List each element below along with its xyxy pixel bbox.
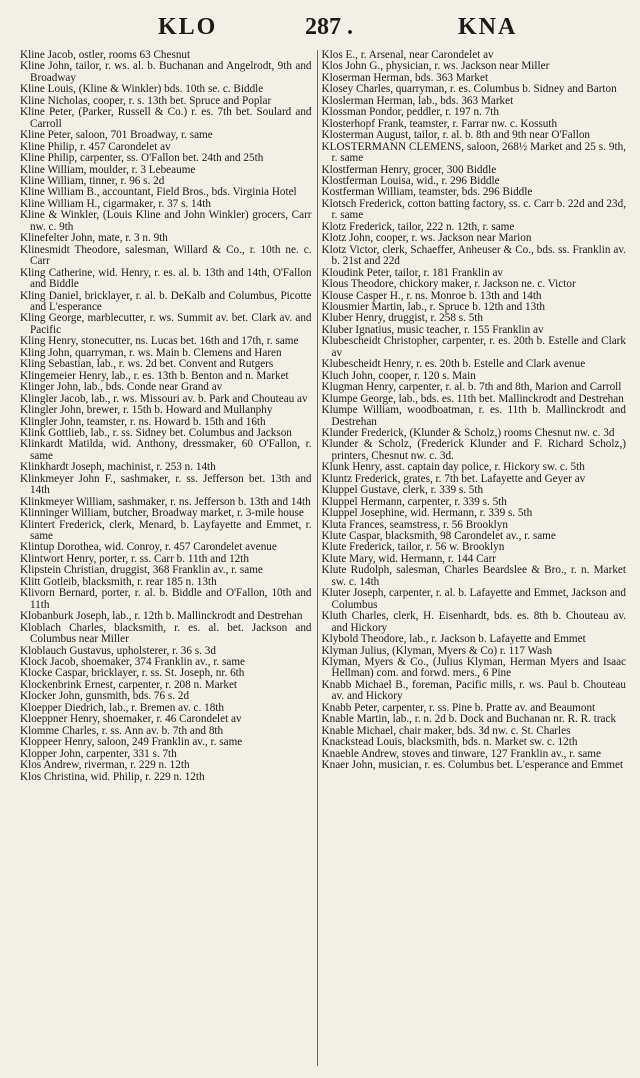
directory-entry: Klouse Casper H., r. ns. Monroe b. 13th and 14th: [321, 289, 542, 302]
directory-entry: Kling John, quarryman, r. ws. Main b. Clemens and Haren: [20, 346, 282, 359]
directory-entry: Klos Christina, wid. Philip, r. 229 n. 12th: [20, 770, 205, 783]
directory-entry: Klockenbrink Ernest, carpenter, r. 208 n. Market: [20, 678, 238, 691]
directory-entry: Kluber Henry, druggist, r. 258 s. 5th: [321, 312, 484, 325]
directory-entry: Kluth Charles, clerk, H. Eisenhardt, bds. es. 8th b. Chouteau av. and Hickory: [321, 610, 626, 634]
directory-entry: Klobanburk Joseph, lab., r. 12th b. Mallinckrodt and Destrehan: [20, 610, 303, 623]
directory-entry: Klinkmeyer John F., sashmaker, r. ss. Jefferson bet. 13th and 14th: [20, 472, 312, 497]
directory-entry: Kluppel Josephine, wid. Hermann, r. 339 s. 5th: [321, 507, 533, 520]
directory-entry: Knabb Peter, carpenter, r. ss. Pine b. Pratte av. and Beaumont: [321, 701, 596, 714]
directory-entry: Kloserman Herman, bds. 363 Market: [321, 71, 489, 84]
directory-entry: Kloudink Peter, tailor, r. 181 Franklin av: [321, 266, 504, 279]
directory-entry: Kloblach Charles, blacksmith, r. es. al. bet. Jackson and Columbus near Miller: [20, 621, 312, 646]
directory-entry: Knackstead Louis, blacksmith, bds. n. Market sw. c. 12th: [321, 736, 578, 749]
directory-entry: Kling Daniel, bricklayer, r. al. b. DeKalb and Columbus, Picotte and L'esperance: [20, 289, 312, 313]
directory-entry: Klyman Julius, (Klyman, Myers & Co) r. 117 Wash: [321, 644, 553, 657]
directory-entry: Kline William, tinner, r. 96 s. 2d: [20, 174, 165, 187]
directory-entry: Klinger John, lab., bds. Conde near Grand av: [20, 381, 223, 394]
directory-entry: Kline Louis, (Kline & Winkler) bds. 10th se. c. Biddle: [20, 83, 264, 96]
directory-entry: Klinefelter John, mate, r. 3 n. 9th: [20, 232, 168, 245]
directory-entry: Klumpe George, lab., bds. es. 11th bet. Mallinckrodt and Destrehan: [321, 392, 624, 405]
directory-entry: Klopper John, carpenter, 331 s. 7th: [20, 747, 177, 760]
directory-entry: Klipstein Christian, druggist, 368 Franklin av., r. same: [20, 564, 263, 577]
directory-entry: Klosey Charles, quarryman, r. es. Columbus b. Sidney and Barton: [321, 83, 617, 96]
directory-entry: Klumpe William, woodboatman, r. es. 11th b. Mallinckrodt and Destrehan: [321, 404, 626, 428]
directory-entry: Klotsch Frederick, cotton batting factory, ss. c. Carr b. 22d and 23d, r. same: [321, 197, 626, 222]
page-header: [20, 0, 626, 50]
directory-entry: Klos E., r. Arsenal, near Carondelet av: [321, 50, 494, 61]
directory-entry: Klos Andrew, riverman, r. 229 n. 12th: [20, 759, 190, 772]
directory-entry: Kloslerman Herman, lab., bds. 363 Market: [321, 94, 514, 107]
directory-entry: Klute Frederick, tailor, r. 56 w. Brooklyn: [321, 541, 505, 554]
directory-entry: Klocke Caspar, bricklayer, r. ss. St. Joseph, nr. 6th: [20, 667, 245, 680]
directory-columns: [20, 50, 626, 1070]
right-column: [318, 50, 626, 1070]
directory-entry: Klinkmeyer William, sashmaker, r. ns. Jefferson b. 13th and 14th: [20, 495, 311, 508]
directory-entry: Kline Nicholas, cooper, r. s. 13th bet. Spruce and Poplar: [20, 94, 272, 107]
directory-entry: Kline Jacob, ostler, rooms 63 Chesnut: [20, 50, 191, 61]
directory-entry: Kline Philip, carpenter, ss. O'Fallon bet. 24th and 25th: [20, 152, 264, 165]
directory-entry: Klotz John, cooper, r. ws. Jackson near Marion: [321, 232, 532, 245]
directory-entry: Klinninger William, butcher, Broadway market, r. 3-mile house: [20, 507, 304, 520]
directory-entry: Klingler John, brewer, r. 15th b. Howard and Mullanphy: [20, 404, 273, 417]
directory-entry: Klousmier Martin, lab., r. Spruce b. 12th and 13th: [321, 300, 545, 313]
directory-entry: Kling Henry, stonecutter, ns. Lucas bet. 16th and 17th, r. same: [20, 335, 299, 348]
directory-entry: Klyman, Myers & Co., (Julius Klyman, Herman Myers and Isaac Hellman) com. and forwd. mers., 6 Pine: [321, 656, 626, 680]
directory-entry: Klinesmidt Theodore, salesman, Willard & Co., r. 10th ne. c. Carr: [20, 243, 312, 268]
directory-entry: Kloepper Diedrich, lab., r. Bremen av. c. 18th: [20, 701, 225, 714]
directory-entry: Klintert Frederick, clerk, Menard, b. Layfayette and Emmet, r. same: [20, 518, 312, 543]
directory-entry: Klocker John, gunsmith, bds. 76 s. 2d: [20, 690, 190, 703]
directory-entry: Klostferman Henry, grocer, 300 Biddle: [321, 163, 497, 176]
directory-entry: Kline William B., accountant, Field Bros., bds. Virginia Hotel: [20, 186, 297, 199]
directory-entry: Kluppel Gustave, clerk, r. 339 s. 5th: [321, 484, 484, 497]
directory-entry: Knable Martin, lab., r. n. 2d b. Dock and Buchanan nr. R. R. track: [321, 713, 617, 726]
directory-entry: Kling Sebastian, lab., r. ws. 2d bet. Convent and Rutgers: [20, 358, 274, 371]
directory-entry: Kline Peter, saloon, 701 Broadway, r. same: [20, 129, 213, 142]
directory-entry: Kluppel Hermann, carpenter, r. 339 s. 5th: [321, 495, 507, 508]
directory-entry: Klintup Dorothea, wid. Conroy, r. 457 Carondelet avenue: [20, 541, 277, 554]
directory-entry: Kline William H., cigarmaker, r. 37 s. 14th: [20, 197, 211, 210]
directory-entry: Klossman Pondor, peddler, r. 197 n. 7th: [321, 106, 500, 119]
directory-entry: Kloblauch Gustavus, upholsterer, r. 36 s. 3d: [20, 644, 216, 657]
directory-entry: Klute Caspar, blacksmith, 98 Carondelet av., r. same: [321, 530, 556, 543]
directory-entry: Kluntz Frederick, grates, r. 7th bet. Lafayette and Geyer av: [321, 472, 586, 485]
directory-entry: Klugman Henry, carpenter, r. al. b. 7th and 8th, Marion and Carroll: [321, 381, 622, 394]
directory-entry: Kling George, marblecutter, r. ws. Summit av. bet. Clark av. and Pacific: [20, 312, 312, 336]
directory-entry: Kline Philip, r. 457 Carondelet av: [20, 140, 171, 153]
directory-entry: Klotz Frederick, tailor, 222 n. 12th, r. same: [321, 220, 515, 233]
directory-entry: Kline William, moulder, r. 3 Lebeaume: [20, 163, 196, 176]
directory-entry: Klute Rudolph, salesman, Charles Beardslee & Bro., r. n. Market sw. c. 14th: [321, 564, 626, 588]
directory-entry: KLOSTERMANN CLEMENS, saloon, 268½ Market and 25 s. 9th, r. same: [321, 140, 626, 165]
directory-entry: Klubescheidt Christopher, carpenter, r. es. 20th b. Estelle and Clark av: [321, 335, 626, 359]
directory-entry: Klomme Charles, r. ss. Ann av. b. 7th and 8th: [20, 724, 224, 737]
directory-entry: Klingler John, teamster, r. ns. Howard b. 15th and 16th: [20, 415, 266, 428]
directory-entry: Klingemeier Henry, lab., r. es. 13th b. Benton and n. Market: [20, 369, 289, 382]
directory-entry: Klos John G., physician, r. ws. Jackson near Miller: [321, 60, 550, 73]
directory-entry: Knable Michael, chair maker, bds. 3d nw. c. St. Charles: [321, 724, 571, 737]
directory-entry: Kloeppner Henry, shoemaker, r. 46 Carondelet av: [20, 713, 242, 726]
directory-entry: Klunder & Scholz, (Frederick Klunder and F. Richard Scholz,) printers, Chesnut nw. c. 3d.: [321, 438, 626, 462]
directory-entry: Klinkhardt Joseph, machinist, r. 253 n. 14th: [20, 461, 216, 474]
directory-entry: Kluber Ignatius, music teacher, r. 155 Franklin av: [321, 323, 544, 336]
directory-entry: Klingler Jacob, lab., r. ws. Missouri av. b. Park and Chouteau av: [20, 392, 308, 405]
directory-entry: Knaeble Andrew, stoves and tinware, 127 Franklin av., r. same: [321, 747, 601, 760]
directory-entry: Kline John, tailor, r. ws. al. b. Buchanan and Angelrodt, 9th and Broadway: [20, 60, 312, 84]
directory-entry: Kluch John, cooper, r. 120 s. Main: [321, 369, 476, 382]
left-column: [20, 50, 315, 1070]
directory-entry: Klute Mary, wid. Hermann, r. 144 Carr: [321, 552, 497, 565]
directory-entry: Klubescheidt Henry, r. es. 20th b. Estelle and Clark avenue: [321, 358, 586, 371]
directory-entry: Klintwort Henry, porter, r. ss. Carr b. 11th and 12th: [20, 552, 249, 565]
directory-entry: Klous Theodore, chickory maker, r. Jackson ne. c. Victor: [321, 278, 576, 291]
directory-entry: Klink Gottlieb, lab., r. ss. Sidney bet. Columbus and Jackson: [20, 426, 292, 439]
directory-entry: Kline Peter, (Parker, Russell & Co.) r. es. 7th bet. Soulard and Carroll: [20, 106, 312, 130]
directory-entry: Kloppeer Henry, saloon, 249 Franklin av., r. same: [20, 736, 243, 749]
directory-entry: Klitt Gotleib, blacksmith, r. rear 185 n. 13th: [20, 575, 217, 588]
directory-entry: Klybold Theodore, lab., r. Jackson b. Lafayette and Emmet: [321, 633, 586, 646]
directory-entry: Klosterman August, tailor, r. al. b. 8th and 9th near O'Fallon: [321, 129, 591, 142]
directory-entry: Knabb Michael B., foreman, Pacific mills, r. ws. Paul b. Chouteau av. and Hickory: [321, 678, 626, 703]
right-guide-word: KNA: [458, 14, 518, 40]
directory-entry: Kostferman William, teamster, bds. 296 Biddle: [321, 186, 533, 199]
left-guide-word: KLO: [158, 14, 218, 40]
directory-entry: Klock Jacob, shoemaker, 374 Franklin av., r. same: [20, 656, 246, 669]
directory-entry: Klotz Victor, clerk, Schaeffer, Anheuser & Co., bds. ss. Franklin av. b. 21st and 22d: [321, 243, 626, 268]
directory-entry: Klivorn Bernard, porter, r. al. b. Biddle and O'Fallon, 10th and 11th: [20, 587, 312, 611]
directory-entry: Knaer John, musician, r. es. Columbus bet. L'esperance and Emmet: [321, 759, 624, 772]
directory-entry: Klinkardt Matilda, wid. Anthony, dressmaker, 60 O'Fallon, r. same: [20, 438, 312, 462]
directory-entry: Kline & Winkler, (Louis Kline and John Winkler) grocers, Carr nw. c. 9th: [20, 209, 312, 233]
directory-entry: Klunder Frederick, (Klunder & Scholz,) rooms Chesnut nw. c. 3d: [321, 426, 615, 439]
directory-entry: Kluta Frances, seamstress, r. 56 Brooklyn: [321, 518, 508, 531]
directory-entry: Klunk Henry, asst. captain day police, r. Hickory sw. c. 5th: [321, 461, 585, 474]
page-number: 287 .: [305, 14, 353, 40]
directory-entry: Klosterhopf Frank, teamster, r. Farrar nw. c. Kossuth: [321, 117, 558, 130]
directory-entry: Kluter Joseph, carpenter, r. al. b. Lafayette and Emmet, Jackson and Columbus: [321, 587, 626, 611]
directory-entry: Klostferman Louisa, wid., r. 296 Biddle: [321, 174, 500, 187]
directory-entry: Kling Catherine, wid. Henry, r. es. al. b. 13th and 14th, O'Fallon and Biddle: [20, 266, 312, 291]
